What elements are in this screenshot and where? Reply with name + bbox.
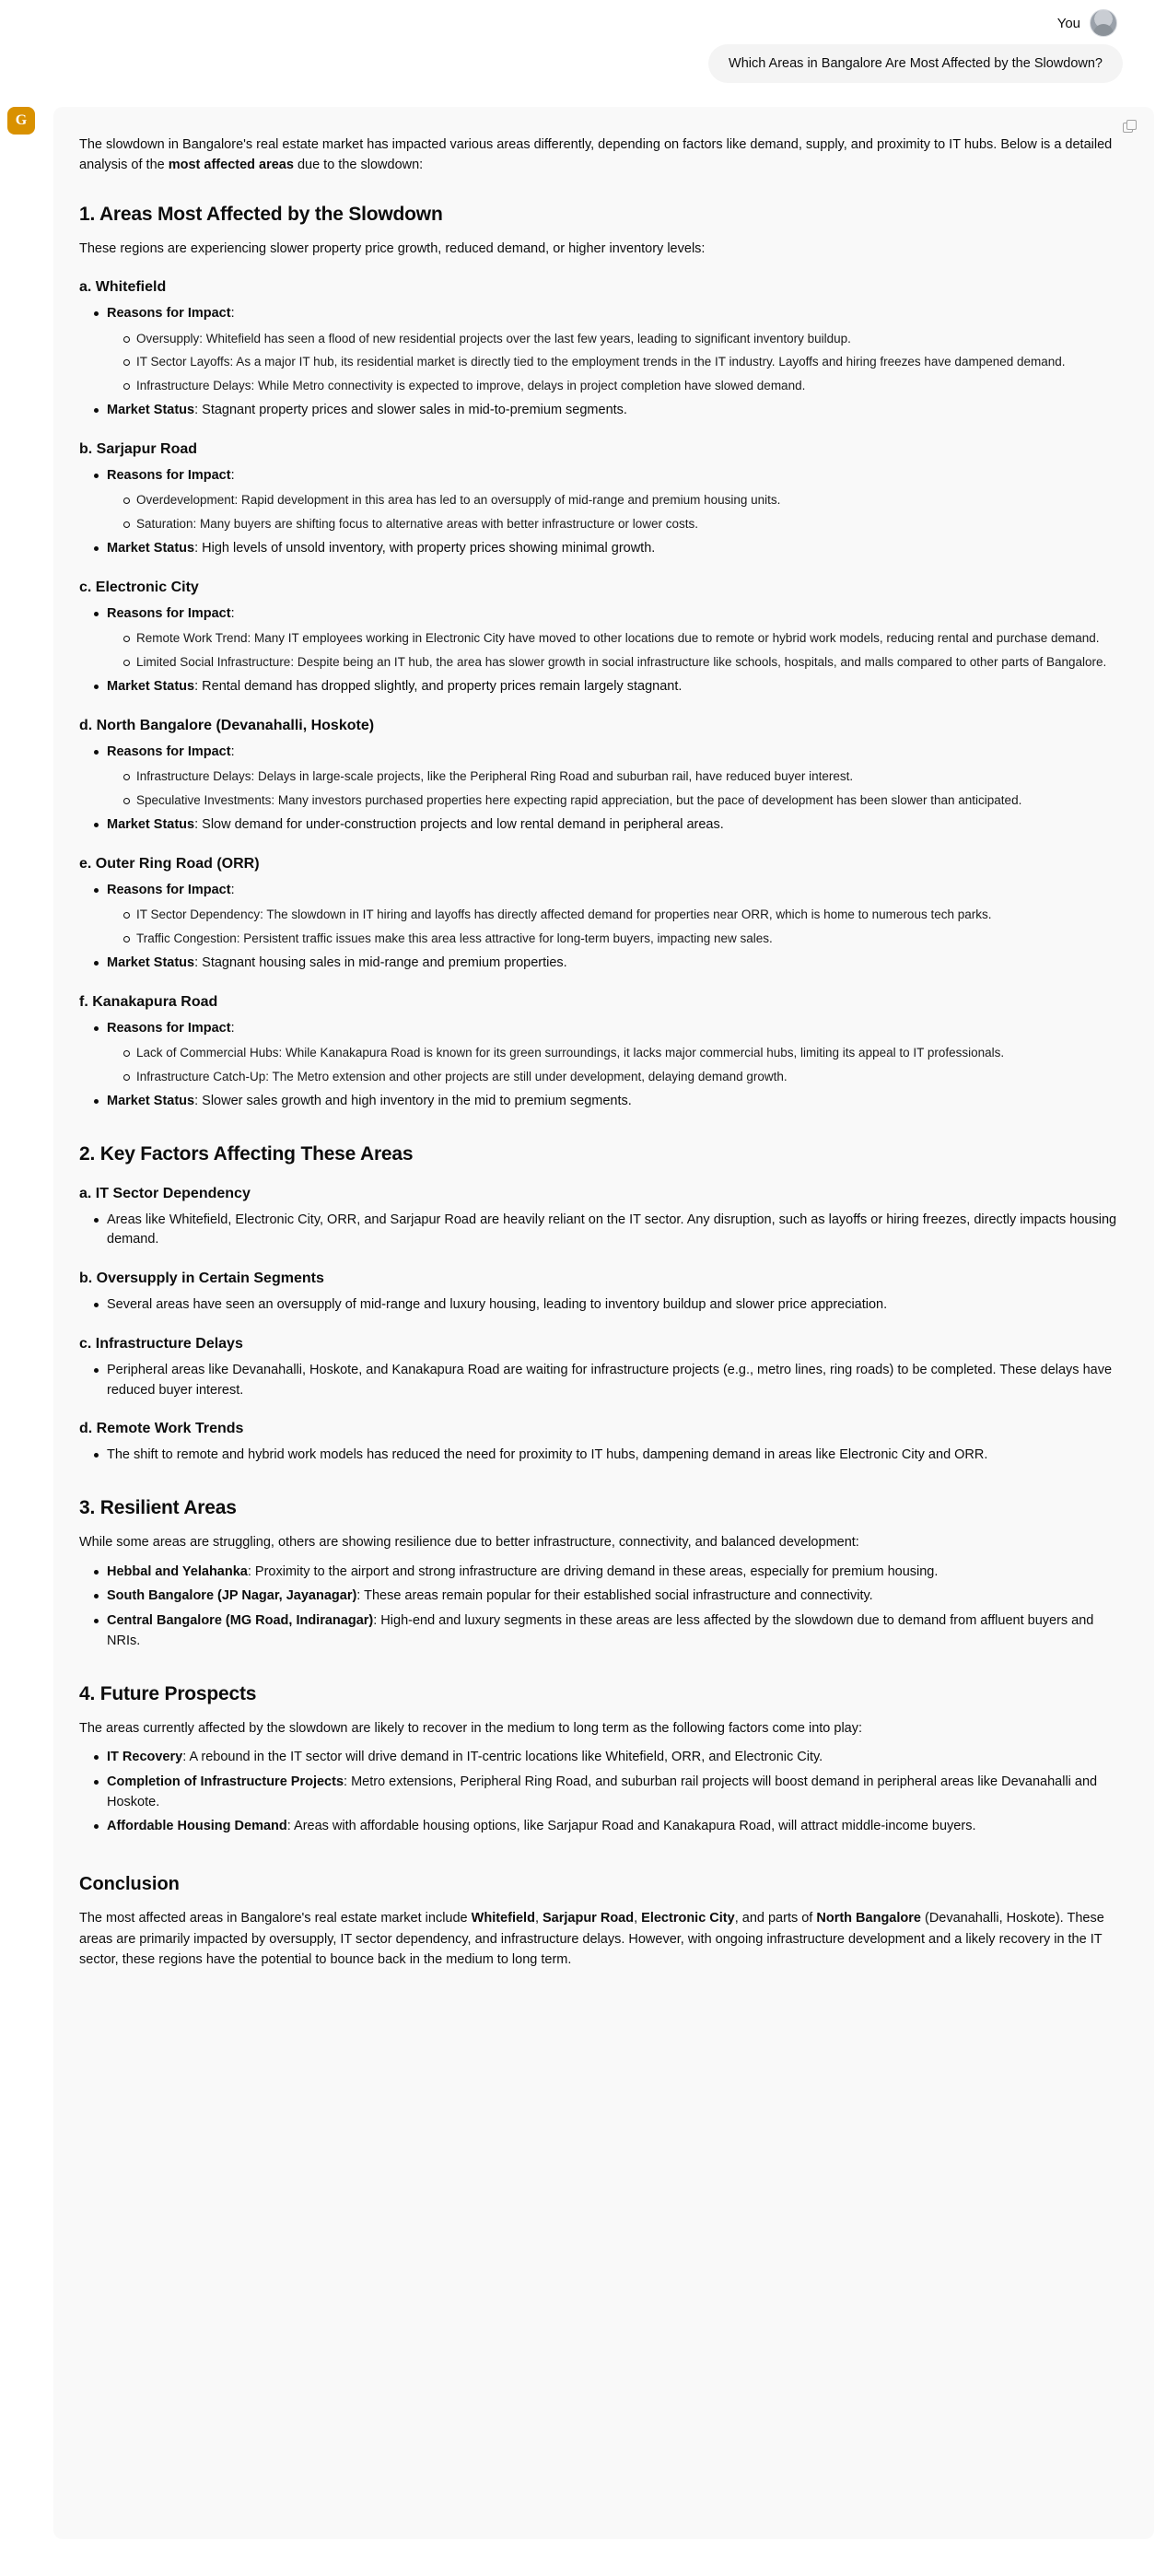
market-status-label: Market Status (107, 954, 195, 970)
future-text: : A rebound in the IT sector will drive demand in IT-centric locations like Whitefield, ORR, and Electronic City. (182, 1750, 823, 1765)
list-item (94, 1748, 1128, 1768)
section-3-lead: While some areas are struggling, others are showing resilience due to better infrastructure, connectivity, and balanced development: (79, 1535, 859, 1551)
list-item: The shift to remote and hybrid work models has reduced the need for proximity to IT hubs, dampening demand in areas like Electronic City and ORR. (94, 1446, 1128, 1466)
area-b-title: b. Sarjapur Road (79, 440, 198, 457)
area-d-list (79, 743, 1128, 836)
market-status-label: Market Status (107, 540, 195, 556)
list-item: Overdevelopment: Rapid development in this area has led to an oversupply of mid-range and premium housing units. (123, 491, 1128, 509)
user-header (0, 9, 1123, 37)
factor-a-title: a. IT Sector Dependency (79, 1185, 251, 1201)
conclusion-p2: , (534, 1911, 543, 1926)
list-item (94, 1773, 1128, 1813)
list-item: Market Status: Stagnant property prices and slower sales in mid-to-premium segments. (94, 401, 1128, 421)
list-item: Infrastructure Delays: While Metro connectivity is expected to improve, delays in project completion have slowed demand. (123, 377, 1128, 395)
section-4-heading: 4. Future Prospects (79, 1682, 257, 1704)
conclusion-b1: Whitefield (471, 1911, 535, 1926)
assistant-message-body (74, 122, 1134, 1971)
list-item: Market Status: Slow demand for under-construction projects and low rental demand in peripheral areas. (94, 815, 1128, 836)
intro-text-c: due to the slowdown: (293, 158, 424, 173)
list-item: Reasons for Impact: Overdevelopment: Rapid development in this area has led to an oversupply of mid-range and premium housing units. Saturation: Many buyers are shifting focus to alternative areas with better infrastructure or lower costs. (94, 466, 1128, 533)
factor-d-list (79, 1446, 1128, 1466)
list-item: Saturation: Many buyers are shifting focus to alternative areas with better infrastructure or lower costs. (123, 515, 1128, 533)
market-status-label: Market Status (107, 678, 195, 694)
conclusion-b3: Electronic City (641, 1911, 735, 1926)
user-message-row (0, 44, 1123, 83)
list-item: Market Status: Slower sales growth and high inventory in the mid to premium segments. (94, 1092, 1128, 1112)
area-b-list (79, 466, 1128, 559)
area-e-list (79, 881, 1128, 974)
assistant-avatar-icon: G (7, 107, 35, 135)
list-item: IT Sector Dependency: The slowdown in IT hiring and layoffs has directly affected demand for properties near ORR, which is home to numerous tech parks. (123, 906, 1128, 924)
factor-b-list (79, 1295, 1128, 1316)
factor-c-title: c. Infrastructure Delays (79, 1335, 243, 1352)
market-status-label: Market Status (107, 1093, 195, 1108)
list-item: Reasons for Impact: Remote Work Trend: Many IT employees working in Electronic City have moved to other locations due to remote or hybrid work models, reducing rental and purchase demand. Limited Social Infrastructure: Despite being an IT hub, the area has slower growth in social infrastructure like schools, hospitals, and malls compared to other parts of Bangalore. (94, 604, 1128, 672)
list-item: Limited Social Infrastructure: Despite being an IT hub, the area has slower growth in social infrastructure like schools, hospitals, and malls compared to other parts of Bangalore. (123, 653, 1128, 672)
area-f-reasons (107, 1044, 1128, 1086)
list-item (94, 1817, 1128, 1837)
market-status-label: Market Status (107, 402, 195, 417)
market-status-text: Rental demand has dropped slightly, and property prices remain largely stagnant. (202, 678, 683, 694)
conclusion-paragraph (79, 1908, 1128, 1970)
resilient-text: : High-end and luxury segments in these areas are less affected by the slowdown due to demand from affluent buyers and NRIs. (107, 1613, 1094, 1648)
resilient-name: South Bangalore (JP Nagar, Jayanagar) (107, 1588, 357, 1604)
list-item: Reasons for Impact: Infrastructure Delays: Delays in large-scale projects, like the Peripheral Ring Road and suburban rail, have reduced buyer interest. Speculative Investments: Many investors purchased properties here expecting rapid appreciation, but the pace of development has been slower than anticipated. (94, 743, 1128, 810)
resilient-list (79, 1563, 1128, 1652)
intro-text-bold: most affected areas (168, 158, 294, 173)
assistant-message-card (53, 107, 1154, 2539)
future-text: : Metro extensions, Peripheral Ring Road, and suburban rail projects will boost demand in peripheral areas like Devanahalli and Hoskote. (107, 1774, 1098, 1809)
assistant-turn (0, 107, 1167, 2539)
list-item: Traffic Congestion: Persistent traffic issues make this area less attractive for long-term buyers, impacting new sales. (123, 930, 1128, 948)
list-item: Areas like Whitefield, Electronic City, ORR, and Sarjapur Road are heavily reliant on the IT sector. Any disruption, such as layoffs or hiring freezes, directly impacts housing demand. (94, 1211, 1128, 1251)
conclusion-p5: (Devanahalli, Hoskote). These areas are primarily impacted by oversupply, IT sector dependency, and infrastructure delays. However, with ongoing infrastructure development and a likely recovery in the IT sector, these regions have the potential to bounce back in the medium to long term. (79, 1911, 1104, 1968)
list-item: Infrastructure Delays: Delays in large-scale projects, like the Peripheral Ring Road and suburban rail, have reduced buyer interest. (123, 767, 1128, 786)
section-2-heading: 2. Key Factors Affecting These Areas (79, 1142, 414, 1165)
resilient-text: : These areas remain popular for their established social infrastructure and connectivity. (356, 1588, 873, 1604)
conclusion-b2: Sarjapur Road (543, 1911, 635, 1926)
user-turn (0, 0, 1167, 83)
section-1-heading: 1. Areas Most Affected by the Slowdown (79, 203, 443, 225)
list-item: Reasons for Impact: Oversupply: Whitefield has seen a flood of new residential projects over the last few years, leading to significant inventory buildup. IT Sector Layoffs: As a major IT hub, its residential market is directly tied to the employment trends in the IT industry. Layoffs and hiring freezes have dampened demand. Infrastructure Delays: While Metro connectivity is expected to improve, delays in project completion have slowed demand. (94, 304, 1128, 395)
conclusion-b4: North Bangalore (816, 1911, 921, 1926)
area-b-reasons (107, 491, 1128, 533)
section-1-lead: These regions are experiencing slower property price growth, reduced demand, or higher inventory levels: (79, 240, 706, 256)
future-name: Completion of Infrastructure Projects (107, 1774, 344, 1789)
list-item (94, 1563, 1128, 1583)
list-item: Speculative Investments: Many investors purchased properties here expecting rapid appreciation, but the pace of development has been slower than anticipated. (123, 791, 1128, 810)
area-e-title: e. Outer Ring Road (ORR) (79, 855, 260, 872)
list-item: IT Sector Layoffs: As a major IT hub, its residential market is directly tied to the employment trends in the IT industry. Layoffs and hiring freezes have dampened demand. (123, 353, 1128, 371)
market-status-label: Market Status (107, 816, 195, 832)
factor-d-title: d. Remote Work Trends (79, 1421, 244, 1437)
market-status-text: High levels of unsold inventory, with property prices showing minimal growth. (202, 540, 656, 556)
market-status-text: Stagnant property prices and slower sales in mid-to-premium segments. (202, 402, 627, 417)
reasons-label: Reasons for Impact (107, 467, 231, 483)
conclusion-heading: Conclusion (79, 1874, 180, 1895)
list-item: Infrastructure Catch-Up: The Metro extension and other projects are still under development, delaying demand growth. (123, 1068, 1128, 1086)
reasons-label: Reasons for Impact (107, 306, 231, 322)
list-item: Several areas have seen an oversupply of mid-range and luxury housing, leading to inventory buildup and slower price appreciation. (94, 1295, 1128, 1316)
market-status-text: Stagnant housing sales in mid-range and premium properties. (202, 954, 567, 970)
section-3-heading: 3. Resilient Areas (79, 1497, 237, 1519)
conclusion-p4: , and parts of (734, 1911, 817, 1926)
conclusion-p1: The most affected areas in Bangalore's real estate market include (79, 1911, 472, 1926)
list-item: Remote Work Trend: Many IT employees working in Electronic City have moved to other locations due to remote or hybrid work models, reducing rental and purchase demand. (123, 629, 1128, 648)
reasons-label: Reasons for Impact (107, 1020, 231, 1036)
area-e-reasons (107, 906, 1128, 948)
list-item: Market Status: High levels of unsold inventory, with property prices showing minimal growth. (94, 539, 1128, 559)
list-item: Market Status: Rental demand has dropped slightly, and property prices remain largely stagnant. (94, 677, 1128, 697)
user-label: You (1056, 15, 1080, 31)
reasons-label: Reasons for Impact (107, 605, 231, 621)
area-a-reasons (107, 330, 1128, 395)
list-item (94, 1587, 1128, 1607)
area-f-title: f. Kanakapura Road (79, 993, 218, 1010)
list-item: Peripheral areas like Devanahalli, Hoskote, and Kanakapura Road are waiting for infrastructure projects (e.g., metro lines, ring roads) to be completed. These delays have reduced buyer interest. (94, 1361, 1128, 1401)
area-d-title: d. North Bangalore (Devanahalli, Hoskote) (79, 717, 375, 733)
future-name: Affordable Housing Demand (107, 1819, 287, 1834)
user-avatar-icon[interactable] (1090, 9, 1117, 37)
list-item: Oversupply: Whitefield has seen a flood of new residential projects over the last few years, leading to significant inventory buildup. (123, 330, 1128, 348)
area-c-title: c. Electronic City (79, 579, 199, 595)
list-item: Reasons for Impact: Lack of Commercial Hubs: While Kanakapura Road is known for its green surroundings, it lacks major commercial hubs, limiting its appeal to IT professionals. Infrastructure Catch-Up: The Metro extension and other projects are still under development, delaying demand growth. (94, 1019, 1128, 1086)
future-list (79, 1748, 1128, 1837)
area-c-list (79, 604, 1128, 697)
list-item: Reasons for Impact: IT Sector Dependency: The slowdown in IT hiring and layoffs has directly affected demand for properties near ORR, which is home to numerous tech parks. Traffic Congestion: Persistent traffic issues make this area less attractive for long-term buyers, impacting new sales. (94, 881, 1128, 948)
future-name: IT Recovery (107, 1750, 183, 1765)
future-text: : Areas with affordable housing options, like Sarjapur Road and Kanakapura Road, will attract middle-income buyers. (286, 1819, 976, 1834)
intro-paragraph (79, 135, 1128, 176)
intro-text-a: The slowdown in Bangalore's real estate market has impacted various areas differently, depending on factors like demand, supply, and proximity to IT hubs. Below is a detailed analysis of the (79, 137, 1113, 173)
area-f-list (79, 1019, 1128, 1112)
area-c-reasons (107, 629, 1128, 672)
resilient-text: : Proximity to the airport and strong infrastructure are driving demand in these areas, especially for premium housing. (247, 1563, 939, 1579)
area-a-list (79, 304, 1128, 420)
factor-c-list (79, 1361, 1128, 1401)
market-status-text: Slow demand for under-construction projects and low rental demand in peripheral areas. (202, 816, 724, 832)
area-a-title: a. Whitefield (79, 279, 167, 296)
factor-a-list (79, 1211, 1128, 1251)
reasons-label: Reasons for Impact (107, 882, 231, 897)
resilient-name: Central Bangalore (MG Road, Indiranagar) (107, 1613, 374, 1629)
list-item: Lack of Commercial Hubs: While Kanakapura Road is known for its green surroundings, it lacks major commercial hubs, limiting its appeal to IT professionals. (123, 1044, 1128, 1062)
list-item: Market Status: Stagnant housing sales in mid-range and premium properties. (94, 954, 1128, 974)
reasons-label: Reasons for Impact (107, 744, 231, 759)
conclusion-p3: , (634, 1911, 642, 1926)
factor-b-title: b. Oversupply in Certain Segments (79, 1270, 324, 1287)
user-message: Which Areas in Bangalore Are Most Affected by the Slowdown? (708, 44, 1123, 83)
area-d-reasons (107, 767, 1128, 810)
resilient-name: Hebbal and Yelahanka (107, 1563, 248, 1579)
list-item (94, 1611, 1128, 1652)
copy-icon[interactable] (1123, 120, 1138, 135)
market-status-text: Slower sales growth and high inventory in the mid to premium segments. (202, 1093, 632, 1108)
section-4-lead: The areas currently affected by the slowdown are likely to recover in the medium to long term as the following factors come into play: (79, 1720, 863, 1736)
